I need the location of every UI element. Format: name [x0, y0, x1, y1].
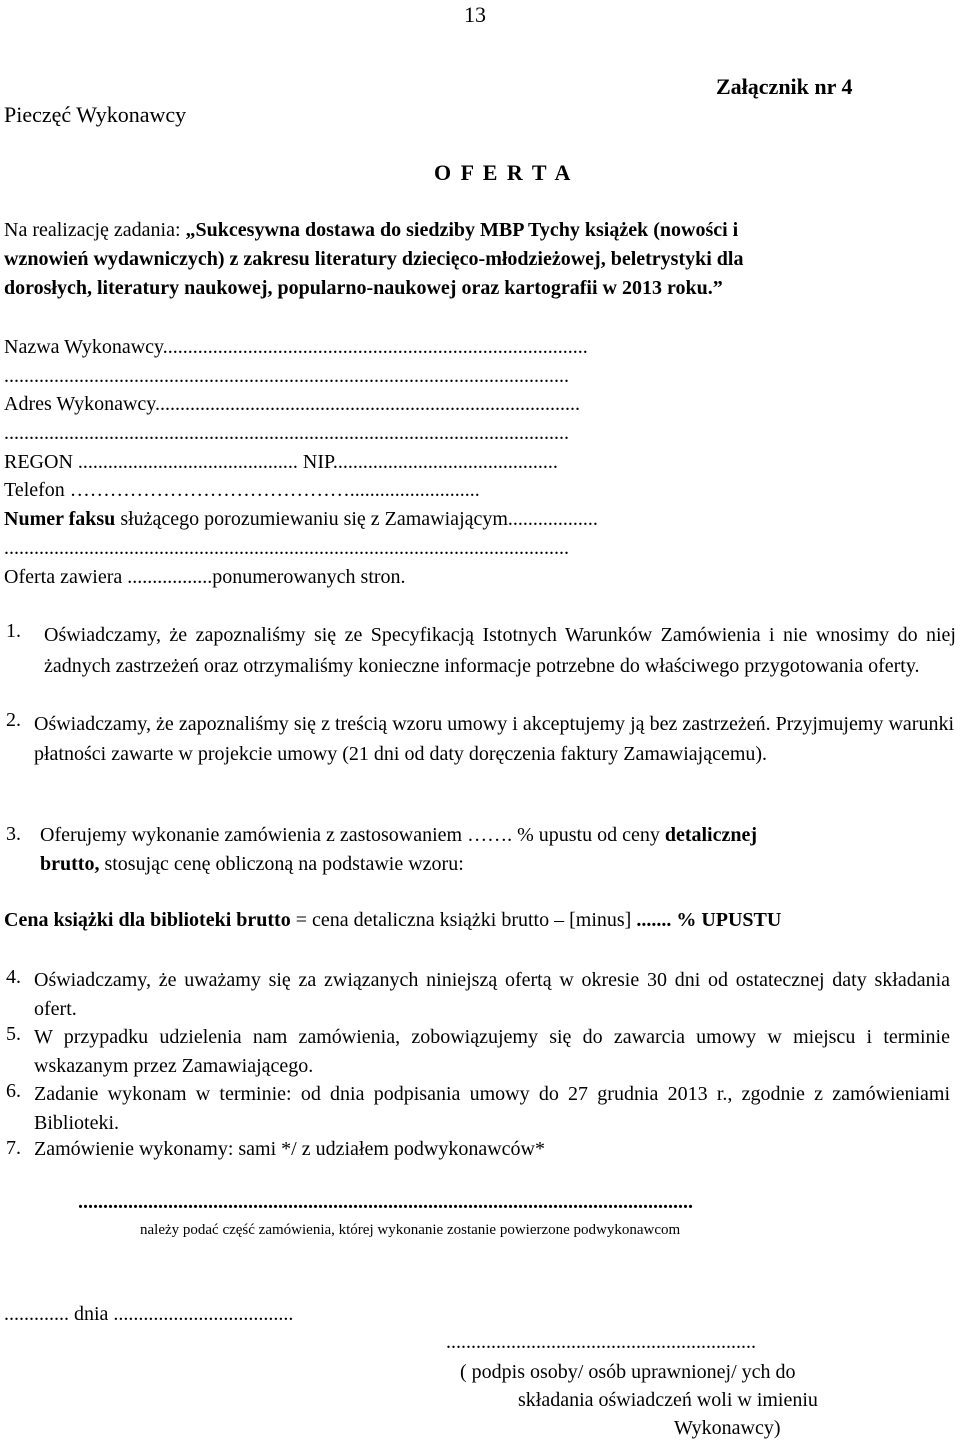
statement-7-text: Zamówienie wykonamy: sami */ z udziałem podwykonawców*	[34, 1138, 545, 1160]
page-count-field: Oferta zawiera .................ponumerowanych stron.	[4, 566, 406, 588]
annex-label: Załącznik nr 4	[716, 74, 853, 99]
statement-3-text-c: brutto,	[40, 853, 100, 875]
regon-nip-field: REGON ............................................ NIP.............................................	[4, 451, 558, 473]
fax-field	[4, 507, 598, 531]
fax-continuation: .................................................................................................................	[4, 537, 569, 559]
statement-3-text-a: Oferujemy wykonanie zamówienia z zastosowaniem ……. % upustu od ceny	[40, 824, 665, 846]
task-line-2: wznowień wydawniczych) z zakresu literatury dziecięco-młodzieżowej, beletrystyki dla	[4, 248, 744, 270]
task-lead: Na realizację zadania:	[4, 219, 186, 241]
task-line-1	[4, 218, 738, 242]
signature-caption-line-1: ( podpis osoby/ osób uprawnionej/ ych do	[460, 1361, 796, 1383]
fax-label-bold: Numer faksu	[4, 508, 116, 530]
statement-3-line-1	[40, 823, 757, 847]
page-title: O F E R T A	[434, 160, 573, 185]
statement-7-number: 7.	[6, 1137, 21, 1159]
statement-3-line-2	[40, 852, 464, 876]
statement-6-number: 6.	[6, 1080, 21, 1102]
fax-label-rest: służącego porozumiewaniu się z Zamawiającym..................	[115, 508, 598, 530]
statement-1-text: Oświadczamy, że zapoznaliśmy się ze Specyfikacją Istotnych Warunków Zamówienia i nie wnosimy do niej żadnych zastrzeżeń oraz otrzymaliśmy konieczne informacje potrzebne do właściwego przygotowania oferty.	[44, 624, 956, 677]
statement-3-text-b: detalicznej	[664, 824, 758, 846]
statement-2-text: Oświadczamy, że zapoznaliśmy się z treścią wzoru umowy i akceptujemy ją bez zastrzeżeń. Przyjmujemy warunki płatności zawarte w projekcie umowy (21 dni od daty doręczenia faktury Zamawiającemu).	[34, 713, 954, 765]
formula-label: Cena książki dla biblioteki brutto	[4, 909, 291, 931]
statement-4-number: 4.	[6, 966, 21, 988]
formula-middle: = cena detaliczna książki brutto – [minus]	[290, 909, 637, 931]
statement-5-text: W przypadku udzielenia nam zamówienia, zobowiązujemy się do zawarcia umowy w miejscu i terminie wskazanym przez Zamawiającego.	[34, 1026, 950, 1077]
statement-3-number: 3.	[6, 823, 21, 845]
statement-6-text: Zadanie wykonam w terminie: od dnia podpisania umowy do 27 grudnia 2013 r., zgodnie z zamówieniami Biblioteki.	[34, 1083, 950, 1134]
date-place-field: ............. dnia ....................................	[4, 1303, 294, 1325]
statement-1-number: 1.	[6, 620, 21, 642]
subcontractor-dots: ...........................................................................................................................	[78, 1191, 693, 1213]
contractor-name-field: Nazwa Wykonawcy.....................................................................................	[4, 336, 588, 358]
signature-dots: ..............................................................	[446, 1331, 756, 1353]
signature-caption-line-2: składania oświadczeń woli w imieniu	[518, 1389, 818, 1411]
contractor-address-field: Adres Wykonawcy.....................................................................................	[4, 393, 580, 415]
price-formula	[4, 908, 781, 932]
page-number: 13	[464, 2, 486, 27]
contractor-address-continuation: .................................................................................................................	[4, 422, 569, 444]
statement-2-number: 2.	[6, 709, 21, 731]
contractor-name-continuation: .................................................................................................................	[4, 365, 569, 387]
statement-4-text: Oświadczamy, że uważamy się za związanych niniejszą ofertą w okresie 30 dni od ostatecznej daty składania ofert.	[34, 969, 950, 1020]
statement-5-number: 5.	[6, 1023, 21, 1045]
signature-caption-line-3: Wykonawcy)	[674, 1417, 781, 1439]
task-line-3: dorosłych, literatury naukowej, popularno-naukowej oraz kartografii w 2013 roku.”	[4, 277, 723, 299]
subcontractor-note: należy podać część zamówienia, której wykonanie zostanie powierzone podwykonawcom	[140, 1222, 681, 1238]
stamp-label: Pieczęć Wykonawcy	[4, 102, 187, 127]
formula-discount: ....... % UPUSTU	[636, 909, 782, 931]
phone-field: Telefon ……………………………………..........................	[4, 479, 480, 501]
task-title-part1: „Sukcesywna dostawa do siedziby MBP Tychy książek (nowości i	[185, 219, 739, 241]
statement-3-text-d: stosując cenę obliczoną na podstawie wzoru:	[99, 853, 464, 875]
